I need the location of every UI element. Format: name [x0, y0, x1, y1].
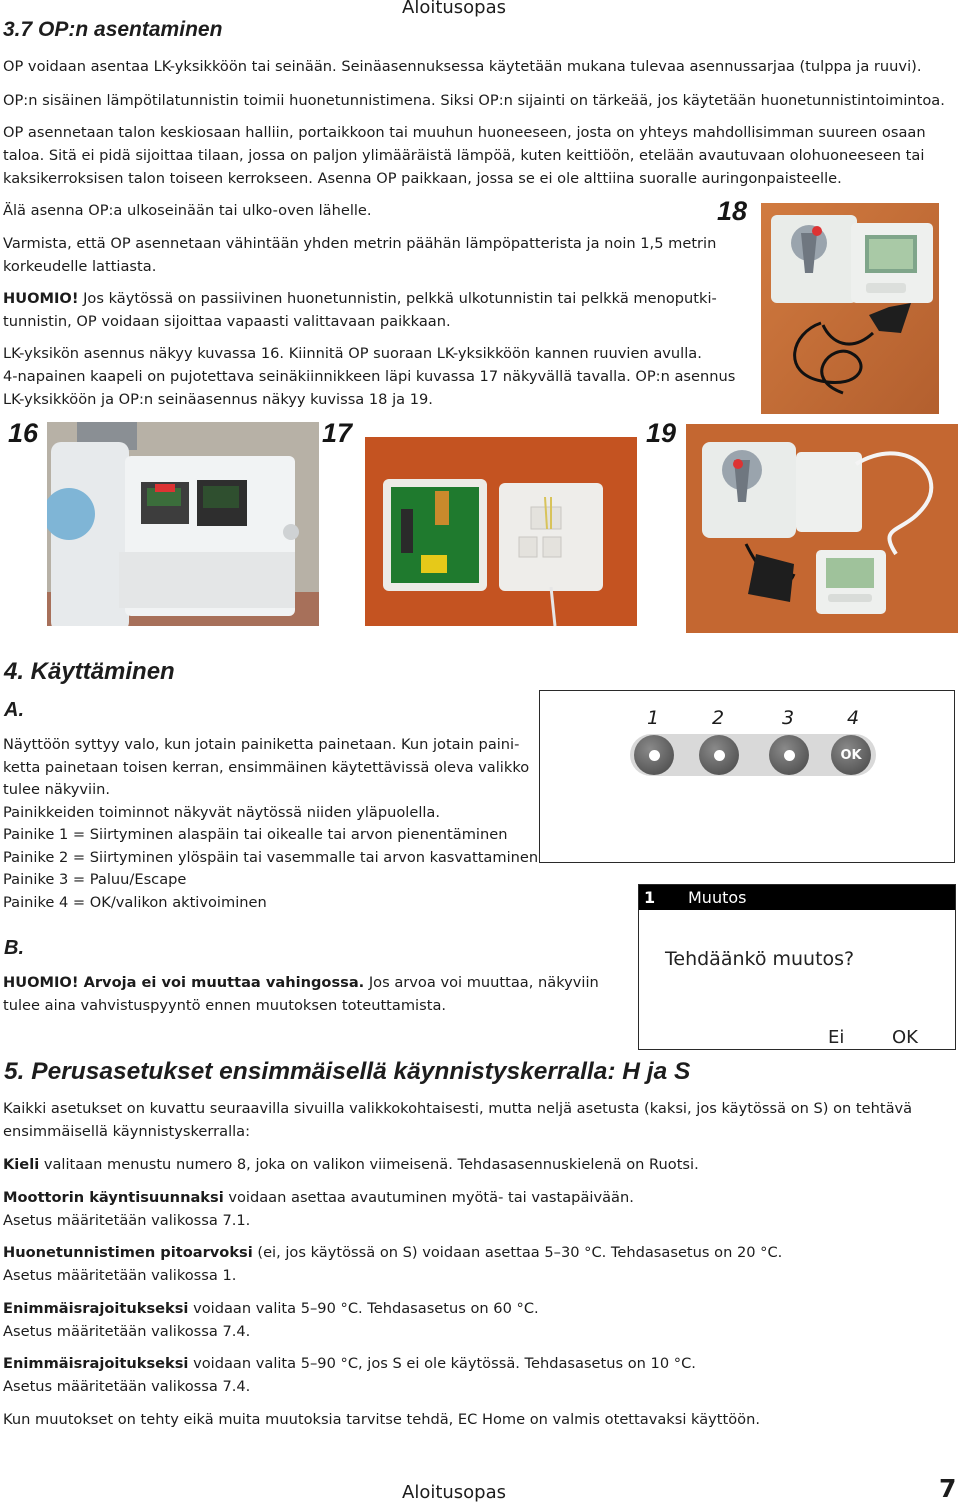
setting-text: valitaan menustu numero 8, joka on valikon viimeisenä. Tehdasasennuskielenä on Ruotsi. — [39, 1156, 699, 1173]
usage-a-text — [3, 734, 538, 914]
paragraph: Älä asenna OP:a ulkoseinään tai ulko-oven lähelle. — [3, 202, 372, 219]
text-line: ensimmäisellä käynnistyskerralla: — [3, 1123, 251, 1140]
page-number: 7 — [939, 1474, 957, 1503]
basic-intro — [3, 1097, 912, 1143]
paragraph — [3, 232, 716, 278]
figure-number-16: 16 — [8, 418, 39, 448]
text-line: Kaikki asetukset on kuvattu seuraavilla sivuilla valikkokohtaisesti, mutta neljä asetusta (kaksi, jos käytössä on S) on tehtävä — [3, 1100, 913, 1117]
running-title: Aloitusopas — [402, 0, 507, 18]
photo-figure-19 — [686, 424, 958, 633]
text-line: OP asennetaan talon keskiosaan halliin, portaikkoon tai muuhun huoneeseen, josta on yhteys mahdollisimman suureen osaan — [3, 124, 926, 141]
screen-option-no[interactable]: Ei — [828, 1027, 845, 1048]
photo-figure-18 — [761, 203, 939, 414]
text-line: tulee aina vahvistuspyyntö ennen muutoksen toteuttamista. — [3, 997, 447, 1014]
text-line: Painike 1 = Siirtyminen alaspäin tai oikealle tai arvon pienentäminen — [3, 826, 508, 843]
button-number-2: 2 — [712, 707, 725, 729]
figure-number-19: 19 — [646, 418, 677, 448]
note-paragraph — [3, 287, 717, 333]
text-line: tulee näkyviin. — [3, 781, 111, 798]
text-line: Varmista, että OP asennetaan vähintään yhden metrin päähän lämpöpatterista ja noin 1,5 metrin — [3, 235, 717, 252]
text-line: Näyttöön syttyy valo, kun jotain painiketta painetaan. Kun jotain paini- — [3, 736, 520, 753]
setting-label: Enimmäisrajoitukseksi — [3, 1300, 189, 1317]
setting-menu-ref: Asetus määritetään valikossa 7.4. — [3, 1378, 251, 1395]
usage-a-label: A. — [4, 699, 24, 721]
text-line: Painike 2 = Siirtyminen ylöspäin tai vasemmalle tai arvon kasvattaminen — [3, 848, 539, 866]
text-line: Painike 3 = Paluu/Escape — [3, 871, 187, 888]
panel-button-1[interactable] — [634, 735, 674, 775]
setting-text: voidaan valita 5–90 °C. Tehdasasetus on 60 °C. — [188, 1300, 539, 1317]
setting-label: Kieli — [3, 1156, 40, 1173]
dot-icon — [784, 750, 795, 761]
text-line: ketta painetaan toisen kerran, ensimmäinen käytettävissä oleva valikko — [3, 758, 530, 776]
button-number-3: 3 — [782, 707, 795, 729]
section-title: 3.7 OP:n asentaminen — [3, 18, 223, 41]
setting-item — [3, 1297, 539, 1343]
button-panel — [539, 690, 955, 863]
dot-icon — [649, 750, 660, 761]
note-label: HUOMIO! — [3, 290, 79, 307]
text-line: kaksikerroksisen talon toiseen kerrokseen. Asenna OP paikkaan, jossa se ei ole alttiina suoralle auringonpaisteelle. — [3, 170, 842, 187]
text-line: LK-yksikön asennus näkyy kuvassa 16. Kiinnitä OP suoraan LK-yksikköön kannen ruuvien avulla. — [3, 345, 702, 362]
button-number-4: 4 — [847, 707, 860, 729]
text-line: Painike 4 = OK/valikon aktivoiminen — [3, 893, 267, 911]
note-text: Jos käytössä on passiivinen huonetunnistin, pelkkä ulkotunnistin tai pelkkä menoputki- — [78, 290, 717, 307]
confirm-screen — [638, 884, 956, 1050]
setting-text: voidaan asettaa avautuminen myötä- tai vastapäivään. — [223, 1189, 634, 1206]
usage-b-label: B. — [4, 937, 24, 959]
usage-b-text — [3, 971, 599, 1017]
setting-label: Huonetunnistimen pitoarvoksi — [3, 1244, 253, 1261]
figure-number-17: 17 — [322, 418, 353, 448]
paragraph: OP voidaan asentaa LK-yksikköön tai seinään. Seinäasennuksessa käytetään mukana tulevaa asennussarjaa (tulppa ja ruuvi). — [3, 58, 922, 75]
photo-figure-16 — [47, 422, 319, 626]
setting-text: (ei, jos käytössä on S) voidaan asettaa 5–30 °C. Tehdasasetus on 20 °C. — [252, 1244, 783, 1261]
panel-button-ok[interactable]: OK — [831, 735, 871, 775]
setting-text: voidaan valita 5–90 °C, jos S ei ole käytössä. Tehdasasetus on 10 °C. — [188, 1355, 696, 1372]
photo-figure-17 — [365, 437, 637, 626]
paragraph — [3, 342, 735, 411]
setting-item — [3, 1241, 782, 1287]
note-text: tunnistin, OP voidaan sijoittaa vapaasti valittavaan paikkaan. — [3, 313, 451, 330]
figure-number-18: 18 — [717, 196, 748, 226]
setting-label: Moottorin käyntisuunnaksi — [3, 1189, 224, 1206]
text-line: Painikkeiden toiminnot näkyvät näytössä niiden yläpuolella. — [3, 803, 441, 821]
dot-icon — [714, 750, 725, 761]
menu-number: 1 — [644, 888, 656, 907]
menu-title: Muutos — [688, 888, 747, 907]
setting-menu-ref: Asetus määritetään valikossa 7.4. — [3, 1323, 251, 1340]
paragraph — [3, 121, 933, 190]
footer-running-title: Aloitusopas — [402, 1482, 507, 1503]
screen-option-ok[interactable]: OK — [892, 1027, 918, 1048]
setting-item — [3, 1153, 699, 1176]
panel-button-3[interactable] — [769, 735, 809, 775]
basic-settings-title: 5. Perusasetukset ensimmäisellä käynnistyskerralla: H ja S — [4, 1058, 691, 1085]
usage-title: 4. Käyttäminen — [4, 658, 175, 685]
setting-menu-ref: Asetus määritetään valikossa 1. — [3, 1267, 237, 1284]
note-label: HUOMIO! Arvoja ei voi muuttaa vahingossa. — [3, 974, 365, 991]
setting-item — [3, 1352, 696, 1398]
closing-paragraph: Kun muutokset on tehty eikä muita muutoksia tarvitse tehdä, EC Home on valmis otettavaksi käyttöön. — [3, 1411, 760, 1428]
text-line: korkeudelle lattiasta. — [3, 258, 157, 275]
text-line: taloa. Sitä ei pidä sijoittaa tilaan, jossa on paljon ylimääräistä lämpöä, kuten keittiöön, etelään avautuvaan olohuoneeseen tai — [3, 147, 925, 164]
paragraph: OP:n sisäinen lämpötilatunnistin toimii huonetunnistimena. Siksi OP:n sijainti on tärkeää, jos käytetään huonetunnistintoimintoa. — [3, 92, 945, 109]
setting-item — [3, 1186, 634, 1232]
setting-label: Enimmäisrajoitukseksi — [3, 1355, 189, 1372]
screen-question: Tehdäänkö muutos? — [665, 948, 855, 970]
text-line: 4-napainen kaapeli on pujotettava seinäkiinnikkeen läpi kuvassa 17 näkyvällä tavalla. OP:n asennus — [3, 368, 736, 385]
note-text: Jos arvoa voi muuttaa, näkyviin — [364, 974, 599, 991]
button-number-1: 1 — [647, 707, 660, 729]
panel-button-2[interactable] — [699, 735, 739, 775]
screen-header-bar — [639, 885, 955, 910]
setting-menu-ref: Asetus määritetään valikossa 7.1. — [3, 1212, 251, 1229]
text-line: LK-yksikköön ja OP:n seinäasennus näkyy kuvissa 18 ja 19. — [3, 391, 433, 408]
